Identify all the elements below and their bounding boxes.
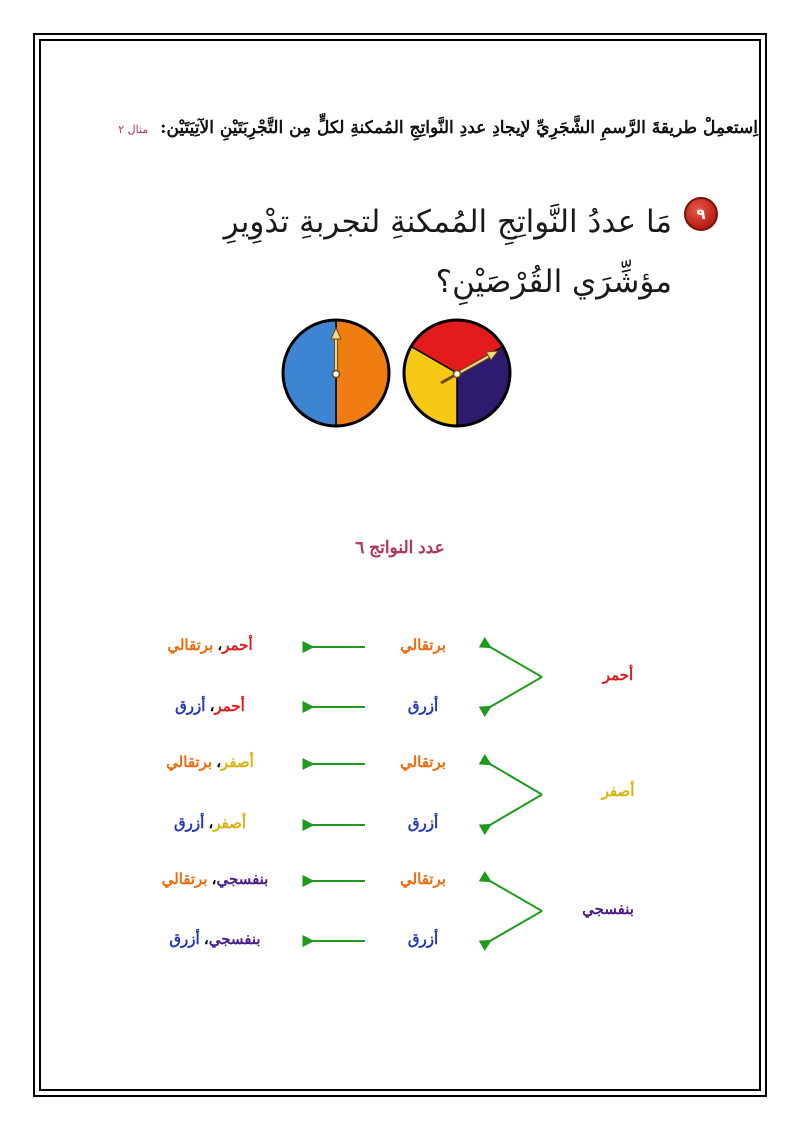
result-first: أصفر <box>221 754 254 771</box>
first-label: أصفر <box>601 783 635 800</box>
tree-branch-label <box>388 930 458 948</box>
question-number-badge: ٩ <box>684 197 718 231</box>
branch-label: أزرق <box>407 698 439 715</box>
result-separator: ، <box>212 754 222 771</box>
tree-result <box>140 814 280 832</box>
tree-first-purple <box>573 900 643 918</box>
tree-branch-label <box>388 814 458 832</box>
result-separator: ، <box>205 698 215 715</box>
result-separator: ، <box>199 931 209 948</box>
branch-label: برتقالي <box>400 871 446 888</box>
tree-branch-connector <box>490 881 542 911</box>
result-second: برتقالي <box>167 637 214 654</box>
result-first: أحمر <box>222 637 253 654</box>
result-first: بنفسجي <box>208 931 261 948</box>
branch-label: أزرق <box>407 931 439 948</box>
tree-branch-connector <box>490 911 542 941</box>
tree-first-yellow <box>588 782 648 800</box>
result-second: أزرق <box>175 698 206 715</box>
result-separator: ، <box>204 815 214 832</box>
result-separator: ، <box>207 871 217 888</box>
tree-result <box>140 697 280 715</box>
result-first: بنفسجي <box>216 871 269 888</box>
instruction-text: اِستعمِلْ طريقةَ الرَّسمِ الشَّجَرِيِّ لإيجادِ عددِ النَّواتِجِ المُمكنةِ لكلٍّ مِن التَّجْرِبَتَيْنِ الآتِيَتَيْن: <box>160 118 758 138</box>
result-second: أزرق <box>173 815 205 832</box>
tree-branch-label <box>388 753 458 771</box>
tree-result <box>140 636 280 654</box>
tree-branch-label <box>388 870 458 888</box>
result-second: أزرق <box>169 931 200 948</box>
tree-result <box>140 870 290 888</box>
result-first: أصفر <box>213 815 247 832</box>
first-label: بنفسجي <box>582 901 634 918</box>
outcomes-count-title: عدد النواتج ٦ <box>355 538 445 557</box>
result-separator: ، <box>213 637 223 654</box>
tree-branch-connector <box>490 764 542 795</box>
tree-branch-connector <box>490 677 542 707</box>
branch-label: برتقالي <box>400 637 446 654</box>
tree-result <box>140 753 280 771</box>
tree-branch-connector <box>490 795 542 826</box>
tree-first-red <box>588 666 648 684</box>
result-second: برتقالي <box>166 754 213 771</box>
branch-label: برتقالي <box>400 754 446 771</box>
example-tag: مثال ٢ <box>118 123 149 136</box>
result-second: برتقالي <box>161 871 208 888</box>
tree-branch-connector <box>490 647 542 677</box>
branch-label: أزرق <box>407 815 439 832</box>
question-text: مَا عددُ النَّواتِجِ المُمكنةِ لتجربةِ تدْوِيرِ مؤشِّرَي القُرْصَيْنِ؟ <box>223 204 672 300</box>
tree-branch-label <box>388 697 458 715</box>
tree-branch-label <box>388 636 458 654</box>
first-label: أحمر <box>602 667 634 684</box>
result-first: أحمر <box>214 698 245 715</box>
tree-result <box>140 930 290 948</box>
